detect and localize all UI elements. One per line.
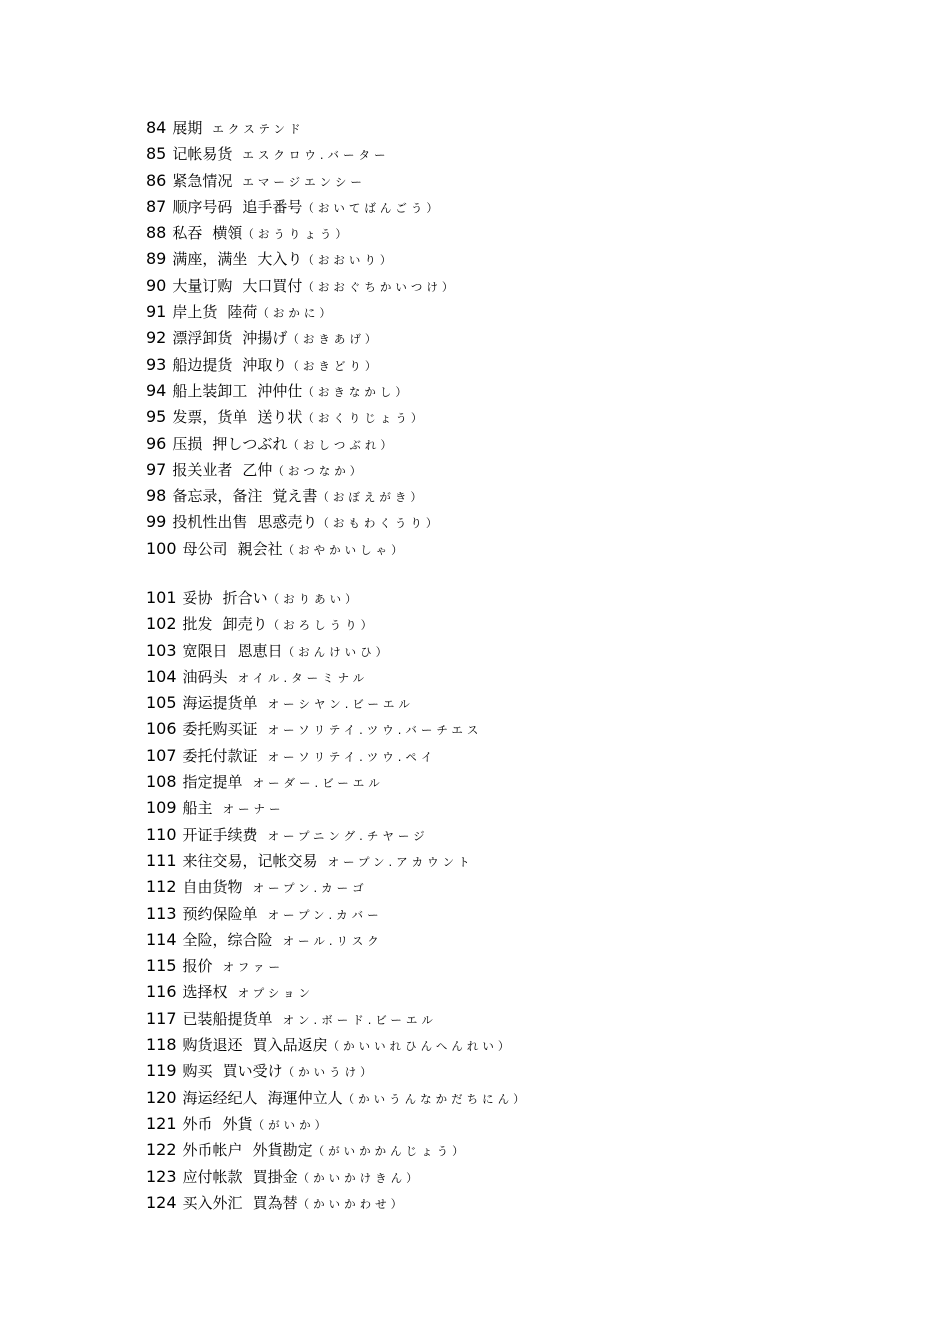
kana-reading: （おやかいしゃ）: [282, 542, 407, 557]
entry-number: 108: [146, 772, 177, 792]
glossary-entry: [146, 795, 529, 821]
chinese-term: 船上装卸工: [172, 381, 248, 400]
chinese-term: 开证手续费: [182, 825, 258, 844]
glossary-entry: [146, 848, 529, 874]
kana-reading: （おもわくうり）: [317, 516, 442, 531]
chinese-term: 买入外汇: [182, 1193, 243, 1212]
japanese-term: 沖取り: [242, 355, 288, 374]
japanese-term: 恩恵日: [237, 641, 283, 660]
kana-reading: オーシヤン.ビーエル: [267, 697, 414, 712]
glossary-entry: [146, 1006, 529, 1032]
chinese-term: 已装船提货单: [182, 1009, 273, 1028]
chinese-term: 报关业者: [172, 460, 233, 479]
entry-number: 120: [146, 1087, 177, 1107]
chinese-term: 海运提货单: [182, 694, 258, 713]
japanese-term: 買掛金: [252, 1167, 298, 1186]
entry-number: 89: [146, 249, 167, 269]
entry-number: 97: [146, 459, 167, 479]
kana-reading: （おりあい）: [267, 592, 361, 606]
glossary-entry: [146, 220, 457, 246]
entry-number: 91: [146, 302, 167, 322]
japanese-term: 陸荷: [227, 303, 258, 322]
kana-reading: オープニング.チヤージ: [267, 828, 429, 843]
chinese-term: 指定提单: [182, 773, 243, 792]
kana-reading: （おおぐちかいつけ）: [302, 279, 458, 294]
glossary-entry: [146, 431, 457, 457]
glossary-entry: [146, 246, 457, 272]
japanese-term: 覚え書: [272, 487, 318, 506]
chinese-term: 委托付款证: [182, 746, 258, 765]
glossary-entry: [146, 1085, 529, 1111]
glossary-entry: [146, 509, 457, 535]
entry-number: 109: [146, 798, 177, 818]
japanese-term: 思惑売り: [257, 513, 318, 532]
entry-number: 114: [146, 929, 177, 949]
kana-reading: オーナー: [222, 802, 285, 817]
chinese-term: 发票，货单: [172, 408, 248, 427]
glossary-entry: [146, 115, 457, 141]
glossary-entry: [146, 690, 529, 716]
entry-number: 94: [146, 380, 167, 400]
entry-number: 119: [146, 1061, 177, 1081]
glossary-entry: [146, 953, 529, 979]
chinese-term: 海运经纪人: [182, 1088, 258, 1107]
entry-number: 116: [146, 982, 177, 1002]
chinese-term: 妥协: [182, 589, 213, 607]
japanese-term: 横領: [212, 224, 243, 243]
entry-number: 113: [146, 903, 177, 923]
chinese-term: 压损: [172, 434, 203, 453]
glossary-entry: [146, 457, 457, 483]
kana-reading: オイル.ターミナル: [237, 670, 369, 685]
entry-number: 110: [146, 824, 177, 844]
glossary-entry: [146, 638, 529, 664]
entry-number: 86: [146, 170, 167, 190]
chinese-term: 购买: [182, 1062, 213, 1081]
kana-reading: （おんけいひ）: [282, 644, 392, 659]
japanese-term: 海運仲立人: [267, 1088, 343, 1107]
japanese-term: 親会社: [237, 539, 283, 558]
glossary-entry: [146, 299, 457, 325]
entry-number: 117: [146, 1008, 177, 1028]
glossary-entry: [146, 769, 529, 795]
chinese-term: 油码头: [182, 667, 228, 686]
kana-reading: （かいうんなかだちにん）: [342, 1091, 529, 1106]
chinese-term: 展期: [172, 119, 203, 137]
kana-reading: （かいかわせ）: [297, 1196, 407, 1211]
kana-reading: （おくりじょう）: [302, 411, 427, 426]
glossary-entry: [146, 1164, 529, 1190]
entry-number: 112: [146, 877, 177, 897]
chinese-term: 顺序号码: [172, 197, 233, 216]
chinese-term: 预约保险单: [182, 904, 258, 923]
entry-number: 93: [146, 354, 167, 374]
glossary-entry: [146, 325, 457, 351]
entry-number: 105: [146, 693, 177, 713]
kana-reading: （おぼえがき）: [317, 490, 426, 505]
kana-reading: （かいいれひんへんれい）: [327, 1039, 514, 1054]
kana-reading: オープン.カバー: [267, 907, 383, 922]
japanese-term: 卸売り: [222, 615, 268, 634]
kana-reading: （おおいり）: [302, 253, 396, 268]
japanese-term: 沖揚げ: [242, 329, 288, 348]
entry-number: 124: [146, 1192, 177, 1212]
entry-number: 96: [146, 433, 167, 453]
chinese-term: 购货退还: [182, 1036, 243, 1055]
japanese-term: 沖仲仕: [257, 381, 303, 400]
kana-reading: オープン.アカウント: [327, 854, 474, 869]
glossary-entry: [146, 611, 529, 637]
glossary-entry: [146, 664, 529, 690]
kana-reading: オーダー.ビーエル: [252, 776, 384, 791]
entry-number: 122: [146, 1140, 177, 1160]
entry-number: 107: [146, 745, 177, 765]
glossary-entry: [146, 483, 457, 509]
kana-reading: （おきなかし）: [302, 384, 411, 399]
chinese-term: 投机性出售: [172, 513, 248, 532]
kana-reading: オープン.カーゴ: [252, 881, 368, 896]
chinese-term: 应付帐款: [182, 1167, 243, 1186]
glossary-entry: [146, 141, 457, 167]
chinese-term: 紧急情况: [172, 171, 233, 190]
entry-number: 118: [146, 1035, 177, 1055]
glossary-entry: [146, 716, 529, 742]
entry-number: 88: [146, 223, 167, 243]
glossary-entry: [146, 1111, 529, 1137]
glossary-entry: [146, 585, 529, 611]
kana-reading: （がいか）: [252, 1117, 331, 1132]
chinese-term: 备忘录，备注: [172, 487, 263, 506]
chinese-term: 外币帐户: [182, 1141, 243, 1160]
glossary-entry: [146, 378, 457, 404]
glossary-entry: [146, 404, 457, 430]
japanese-term: 追手番号: [242, 197, 303, 216]
entry-number: 100: [146, 538, 177, 558]
entry-number: 102: [146, 614, 177, 634]
kana-reading: エマージエンシー: [242, 174, 366, 189]
glossary-entry: [146, 194, 457, 220]
glossary-entry: [146, 927, 529, 953]
glossary-entry: [146, 822, 529, 848]
kana-reading: オプション: [237, 986, 315, 1001]
kana-reading: （おろしうり）: [267, 618, 377, 633]
glossary-entry: [146, 168, 457, 194]
japanese-term: 折合い: [222, 589, 268, 607]
japanese-term: 買い受け: [222, 1062, 283, 1081]
japanese-term: 送り状: [257, 408, 303, 427]
glossary-entry: [146, 979, 529, 1005]
entry-number: 99: [146, 512, 167, 532]
chinese-term: 母公司: [182, 539, 228, 558]
entry-number: 121: [146, 1113, 177, 1133]
entry-number: 123: [146, 1166, 177, 1186]
chinese-term: 私吞: [172, 224, 203, 243]
chinese-term: 大量订购: [172, 276, 233, 295]
japanese-term: 乙仲: [242, 460, 273, 479]
japanese-term: 大入り: [257, 250, 303, 269]
entry-number: 90: [146, 275, 167, 295]
entry-number: 95: [146, 407, 167, 427]
chinese-term: 来往交易，记帐交易: [182, 851, 318, 870]
entry-number: 111: [146, 850, 177, 870]
glossary-entry: [146, 273, 457, 299]
entry-number: 87: [146, 196, 167, 216]
entry-number: 92: [146, 328, 167, 348]
chinese-term: 选择权: [182, 983, 228, 1002]
kana-reading: （おきどり）: [287, 358, 381, 373]
glossary-entry: [146, 743, 529, 769]
glossary-entry: [146, 1058, 529, 1084]
kana-reading: （おかに）: [257, 306, 335, 321]
entry-number: 84: [146, 118, 167, 137]
entry-number: 101: [146, 588, 177, 607]
glossary-entry: [146, 1190, 529, 1216]
kana-reading: （がいかかんじょう）: [312, 1144, 468, 1159]
chinese-term: 全险，综合险: [182, 930, 273, 949]
kana-reading: オン.ボード.ビーエル: [282, 1012, 437, 1027]
japanese-term: 押しつぶれ: [212, 434, 288, 453]
japanese-term: 買入品返戻: [252, 1036, 328, 1055]
chinese-term: 岸上货: [172, 303, 218, 322]
chinese-term: 批发: [182, 615, 213, 634]
chinese-term: 船边提货: [172, 355, 233, 374]
glossary-list-101-124: [146, 585, 529, 1216]
kana-reading: （おつなか）: [272, 463, 366, 478]
japanese-term: 大口買付: [242, 276, 303, 295]
kana-reading: （かいかけきん）: [297, 1170, 422, 1185]
entry-number: 104: [146, 666, 177, 686]
japanese-term: 外貨勘定: [252, 1141, 313, 1160]
chinese-term: 外币: [182, 1114, 213, 1133]
kana-reading: オーソリテイ.ツウ.ペイ: [267, 749, 437, 764]
chinese-term: 自由货物: [182, 878, 243, 897]
kana-reading: （おきあげ）: [287, 332, 381, 347]
chinese-term: 宽限日: [182, 641, 228, 660]
chinese-term: 船主: [182, 799, 213, 818]
kana-reading: オファー: [222, 960, 284, 975]
glossary-list-84-100: [146, 115, 457, 562]
glossary-entry: [146, 1032, 529, 1058]
entry-number: 85: [146, 144, 167, 164]
glossary-entry: [146, 536, 457, 562]
entry-number: 106: [146, 719, 177, 739]
kana-reading: （おうりょう）: [242, 227, 351, 242]
glossary-entry: [146, 352, 457, 378]
kana-reading: オーソリテイ.ツウ.バーチエス: [267, 723, 483, 738]
chinese-term: 报价: [182, 957, 213, 976]
japanese-term: 外貨: [222, 1114, 253, 1133]
glossary-entry: [146, 901, 529, 927]
kana-reading: オール.リスク: [282, 933, 383, 948]
japanese-term: 買為替: [252, 1193, 298, 1212]
kana-reading: （おいてばんごう）: [302, 200, 442, 215]
kana-reading: エスクロウ.バーター: [242, 148, 390, 163]
kana-reading: エクステンド: [212, 122, 305, 136]
entry-number: 98: [146, 486, 167, 506]
chinese-term: 满座，满坐: [172, 250, 248, 269]
kana-reading: （おしつぶれ）: [287, 437, 396, 452]
chinese-term: 漂浮卸货: [172, 329, 233, 348]
glossary-entry: [146, 874, 529, 900]
chinese-term: 记帐易货: [172, 145, 233, 164]
chinese-term: 委托购买证: [182, 720, 258, 739]
kana-reading: （かいうけ）: [282, 1065, 376, 1080]
entry-number: 103: [146, 640, 177, 660]
glossary-entry: [146, 1137, 529, 1163]
entry-number: 115: [146, 956, 177, 976]
